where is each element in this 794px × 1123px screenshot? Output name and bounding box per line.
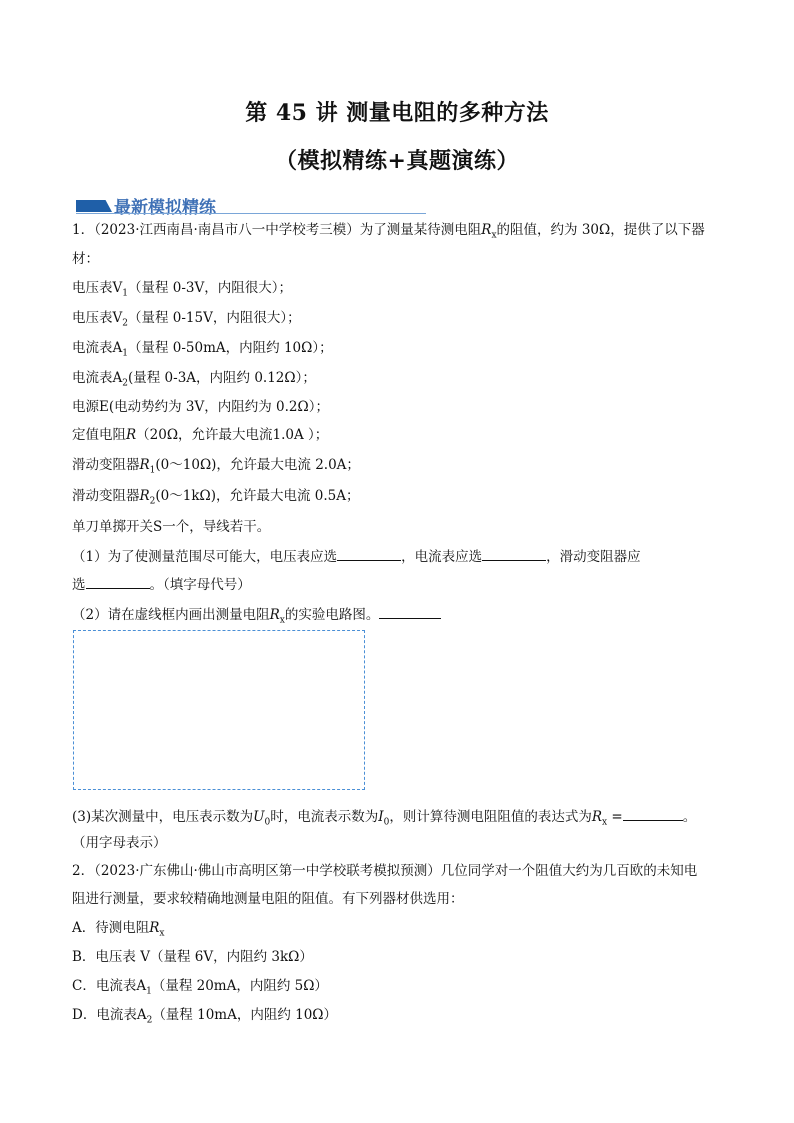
item-var: R	[139, 457, 150, 473]
item-text: 电压表V	[72, 280, 123, 296]
option-text: A．待测电阻	[72, 920, 150, 936]
answer-blank[interactable]	[623, 806, 683, 821]
section-header	[76, 193, 426, 217]
q1-item	[72, 456, 360, 480]
circuit-drawing-box[interactable]	[73, 630, 365, 790]
q1-item	[72, 487, 360, 511]
item-text: 电流表A	[72, 370, 123, 386]
option-text: D．电流表A	[72, 1007, 147, 1023]
q1-item	[72, 279, 292, 303]
option-var: R	[149, 920, 160, 936]
item-sub: 2	[149, 496, 156, 507]
q1-item	[72, 398, 329, 416]
q1-intro-line1	[72, 221, 705, 245]
part2-sub: x	[279, 615, 285, 626]
option-sub: x	[159, 928, 165, 939]
item-text: 定值电阻	[72, 427, 126, 443]
q1-item	[72, 339, 333, 363]
part3-sub: 0	[264, 817, 271, 828]
item-sub: 2	[122, 318, 128, 329]
part3-sub: x	[602, 817, 608, 828]
answer-blank[interactable]	[482, 546, 546, 561]
option-text-post: （量程 10mA，内阻约 10Ω）	[152, 1007, 337, 1023]
item-text-post: (0～10Ω)，允许最大电流 2.0A；	[155, 457, 360, 473]
part3-var: U	[253, 809, 265, 825]
q2-option	[72, 1006, 337, 1030]
part3-sub: 0	[383, 817, 390, 828]
q1-part1-line1	[72, 546, 641, 566]
part1-text-b: ，电流表应选	[401, 549, 483, 565]
item-var: R	[139, 488, 150, 504]
q1-item	[72, 309, 301, 333]
item-text-post: (量程 0-3A，内阻约 0.12Ω）；	[127, 370, 316, 386]
section-bar-decoration	[76, 200, 112, 212]
item-text-post: （量程 0-50mA，内阻约 10Ω）；	[127, 340, 333, 356]
item-text-post: （量程 0-15V，内阻很大）；	[127, 310, 301, 326]
item-text: 单刀单掷开关S一个，导线若干。	[72, 519, 271, 535]
item-text-post: （20Ω，允许最大电流1.0A ）；	[136, 427, 329, 443]
item-sub: 1	[122, 288, 128, 299]
part1-text-d: 选	[72, 577, 86, 593]
q2-option	[72, 948, 313, 966]
q1-item	[72, 426, 328, 444]
part3-var: R	[591, 809, 602, 825]
q1-part2	[72, 604, 441, 630]
q1-item	[72, 369, 316, 393]
q1-intro-var: R	[481, 222, 492, 238]
item-text: 滑动变阻器	[72, 488, 140, 504]
item-sub: 1	[149, 465, 156, 476]
part1-text: （1）为了使测量范围尽可能大，电压表应选	[72, 549, 338, 565]
q1-part3-line1	[72, 806, 696, 832]
part3-var: I	[378, 809, 384, 825]
item-text: 滑动变阻器	[72, 457, 140, 473]
item-text: 电压表V	[72, 310, 123, 326]
item-var: R	[126, 427, 137, 443]
page-title: 第 45 讲 测量电阻的多种方法	[245, 100, 549, 126]
answer-blank[interactable]	[337, 546, 401, 561]
part3-text-b: 时，电流表示数为	[270, 809, 379, 825]
q1-intro-line2: 材：	[72, 251, 99, 267]
option-sub: 2	[146, 1015, 153, 1026]
q1-intro-sub: x	[491, 230, 497, 241]
item-sub: 1	[122, 348, 128, 359]
q1-part1-line2	[72, 574, 251, 594]
answer-blank[interactable]	[379, 604, 441, 619]
answer-blank[interactable]	[86, 574, 150, 589]
item-text: 电流表A	[72, 340, 123, 356]
q2-intro-line2: 阻进行测量，要求较精确地测量电阻的阻值。有下列器材供选用：	[72, 891, 464, 907]
part2-text: （2）请在虚线框内画出测量电阻	[72, 607, 270, 623]
part3-text-d: =	[607, 809, 623, 825]
part1-text-e: 。（填字母代号）	[149, 577, 251, 593]
q1-intro-text-b: 的阻值，约为 30Ω，提供了以下器	[496, 222, 705, 238]
section-label: 最新模拟精练	[114, 198, 216, 218]
part3-text: (3)某次测量中，电压表示数为	[72, 809, 254, 825]
part3-text-c: ，则计算待测电阻阻值的表达式为	[389, 809, 592, 825]
option-text: C．电流表A	[72, 978, 147, 994]
part3-text-e: 。	[682, 809, 697, 825]
option-text-post: （量程 20mA，内阻约 5Ω）	[151, 978, 328, 994]
q1-part3-line2: （用字母表示）	[72, 835, 167, 851]
part2-text-b: 的实验电路图。	[284, 607, 380, 623]
q1-item	[72, 518, 270, 536]
q1-intro-text: 1．（2023·江西南昌·南昌市八一中学校考三模）为了测量某待测电阻	[72, 222, 482, 238]
item-text-post: (0～1kΩ)，允许最大电流 0.5A；	[155, 488, 360, 504]
q2-option	[72, 919, 165, 943]
q2-option	[72, 977, 328, 1001]
option-sub: 1	[146, 986, 152, 997]
item-text: 电源E(电动势约为 3V，内阻约为 0.2Ω）；	[72, 399, 329, 415]
page-subtitle: （模拟精练+真题演练）	[275, 148, 519, 174]
item-text-post: （量程 0-3V，内阻很大）；	[127, 280, 293, 296]
q2-intro-line1: 2．（2023·广东佛山·佛山市高明区第一中学校联考模拟预测）几位同学对一个阻值大约为几百欧的未知电	[72, 863, 698, 879]
item-sub: 2	[122, 378, 128, 389]
section-underline	[76, 213, 426, 214]
part2-var: R	[269, 607, 280, 623]
part1-text-c: ，滑动变阻器应	[546, 549, 641, 565]
option-text: B．电压表 V（量程 6V，内阻约 3kΩ）	[72, 949, 313, 965]
